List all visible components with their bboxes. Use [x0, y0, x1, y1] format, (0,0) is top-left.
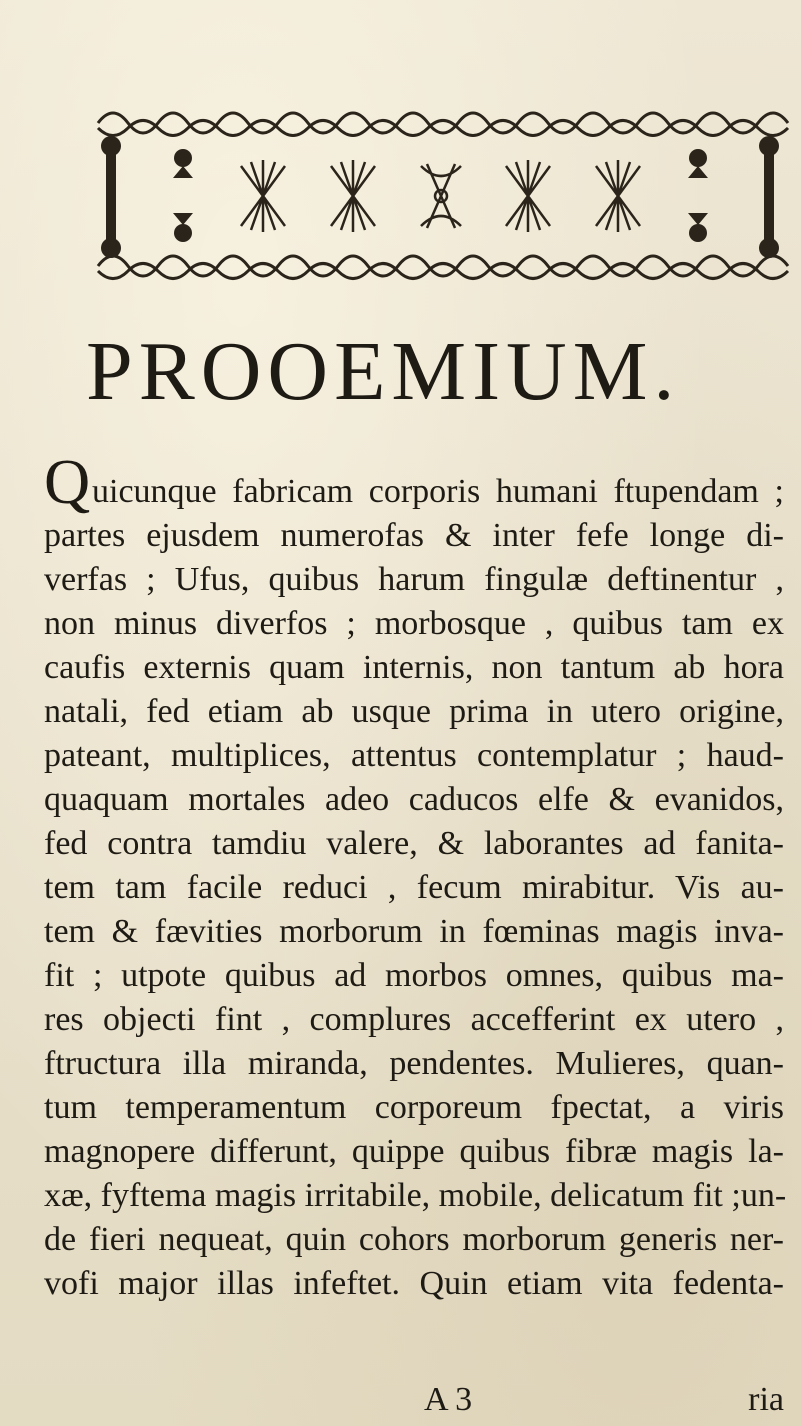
signature-mark: A 3 — [424, 1381, 473, 1418]
text-line-content: uicunque fabricam corporis humani ftupendam ; — [92, 473, 784, 510]
page-title: PROOEMIUM. — [86, 325, 681, 418]
text-line: natali, fed etiam ab usque prima in utero origine, — [44, 693, 784, 730]
text-line: tem & fævities morborum in fœminas magis inva- — [44, 913, 784, 950]
text-line: fed contra tamdiu valere, & laborantes ad fanita- — [44, 825, 784, 862]
text-line: xæ, fyftema magis irritabile, mobile, delicatum fit ;un- — [44, 1177, 787, 1214]
text-line: de fieri nequeat, quin cohors morborum generis ner- — [44, 1221, 784, 1258]
text-line: verfas ; Ufus, quibus harum fingulæ deftinentur , — [44, 561, 784, 598]
drop-cap: Q — [44, 446, 91, 517]
text-line: ftructura illa miranda, pendentes. Mulieres, quan- — [44, 1045, 784, 1082]
text-line: pateant, multiplices, attentus contemplatur ; haud- — [44, 737, 784, 774]
body-paragraph — [44, 446, 787, 1306]
text-line: quaquam mortales adeo caducos elfe & evanidos, — [44, 781, 784, 818]
text-line: partes ejusdem numerofas & inter fefe longe di- — [44, 517, 784, 554]
catchword: ria — [748, 1381, 784, 1418]
text-line: tem tam facile reduci , fecum mirabitur. Vis au- — [44, 869, 784, 906]
text-line: non minus diverfos ; morbosque , quibus tam ex — [44, 605, 784, 642]
text-line: res objecti fint , complures accefferint ex utero , — [44, 1001, 784, 1038]
text-line: magnopere differunt, quippe quibus fibræ magis la- — [44, 1133, 784, 1170]
text-line: caufis externis quam internis, non tantum ab hora — [44, 649, 784, 686]
text-line: tum temperamentum corporeum fpectat, a viris — [44, 1089, 784, 1126]
page-footer — [44, 1378, 784, 1422]
floral-headpiece-ornament — [88, 98, 794, 288]
text-line — [44, 446, 784, 517]
text-line: vofi major illas infeftet. Quin etiam vita fedenta- — [44, 1265, 784, 1302]
text-line: fit ; utpote quibus ad morbos omnes, quibus ma- — [44, 957, 784, 994]
